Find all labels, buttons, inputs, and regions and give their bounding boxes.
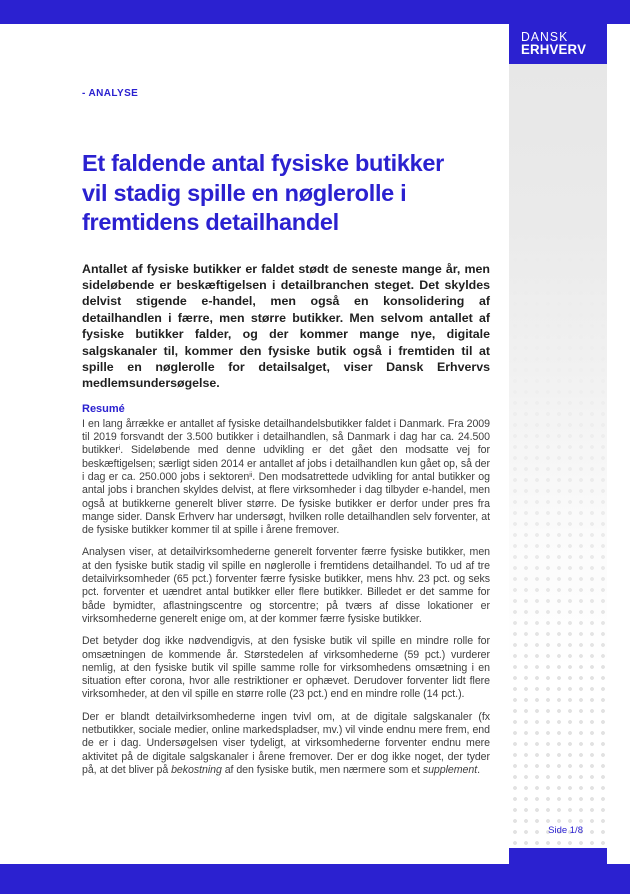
dansk-erhverv-logo (509, 24, 607, 64)
resume-heading: Resumé (82, 402, 125, 415)
body-paragraph-4: Der er blandt detailvirksomhederne ingen tvivl om, at de digitale salgskanaler (fx netbutikker, sociale medier, online markedspladser, mv.) vil vinde endnu mere frem, end de er i dag. Undersøgelsen viser tydeligt, at virksomhederne forventer endnu mere aktivitet på de digitale salgskanaler i årene fremover. Der er dog ikke noget, der tyder på, at det bliver på bekostning af den fysiske butik, men nærmere som et supplement. (82, 710, 490, 776)
dotted-side-strip (509, 64, 607, 848)
title-line-2: vil stadig spille en nøglerolle i (82, 179, 407, 206)
article-content (82, 0, 490, 786)
body-paragraph-2: Analysen viser, at detailvirksomhederne generelt forventer færre fysiske butikker, men at den fysiske butik stadig vil spille en nøglerolle i fremtidens detailhandel. To ud af tre detailvirksomheder (65 pct.) forventer færre fysiske butikker, mens hhv. 23 pct. og seks pct. forventer et uændret antal butikker eller flere butikker. Billedet er det samme for både bymidter, aflastningscentre og storcentre; på tværs af disse lokationer er virksomhederne generelt enige om, at der kommer færre fysiske butikker. (82, 546, 490, 625)
intro-paragraph: Antallet af fysiske butikker er faldet stødt de seneste mange år, men sideløbende er beskæftigelsen i detailbranchen steget. Det skyldes delvist stigende e-handel, men også en konsolidering af detailhandlen i færre, men større butikker. Men selvom antallet af fysiske butikker falder, og der kommer mange nye, digitale salgskanaler til, kommer den fysiske butik også i fremtiden til at spille en nøglerolle for detailsalget, viser Dansk Erhvervs medlemsundersøgelse. (82, 261, 490, 391)
analyse-kicker: - ANALYSE (82, 88, 139, 99)
bottom-accent-bar (0, 864, 630, 894)
body-paragraph-3: Det betyder dog ikke nødvendigvis, at den fysiske butik vil spille en mindre rolle for omsætningen de kommende år. Størstedelen af virksomhederne (59 pct.) vurderer nemlig, at den fysiske butik vil spille samme rolle for virksomhedens omsætning i en situation efter corona, hvor alle restriktioner er ophævet. Derudover forventer lidt flere virksomheder, at den vil spille en større rolle (23 pct.) end en mindre rolle (14 pct.). (82, 635, 490, 701)
logo-text-erhverv: ERHVERV (521, 42, 587, 57)
body-paragraph-1: I en lang årrække er antallet af fysiske detailhandelsbutikker faldet i Danmark. Fra 2009 til 2019 forsvandt der 3.500 butikker i detailhandlen, så Danmark i dag har ca. 24.500 butikker$^i$. Sideløbende med denne udvikling er det gået den modsatte vej for beskæftigelsen; særligt siden 2014 er antallet af jobs i detailhandlen kun gået op, så der i dag er ca. 250.000 jobs i sektoren$^{ii}$. Den modsatrettede udvikling for antal butikker og antal jobs i branchen skyldes delvist, at flere virksomheder i dag tilbyder e-handel, men også at butikkerne generelt bliver større. De fysiske butikker er derfor under pres fra mange sider. Dansk Erhverv har undersøgt, hvilken rolle detailhandlen selv forventer, at de fysiske butikker kommer til at spille i årene fremover. (82, 417, 490, 537)
title-line-3: fremtidens detailhandel (82, 209, 339, 235)
title-line-1: Et faldende antal fysiske butikker (82, 150, 445, 176)
article-title (82, 149, 490, 238)
page-number: Side 1/8 (548, 825, 583, 836)
logo-text-dansk: DANSK (521, 29, 569, 44)
